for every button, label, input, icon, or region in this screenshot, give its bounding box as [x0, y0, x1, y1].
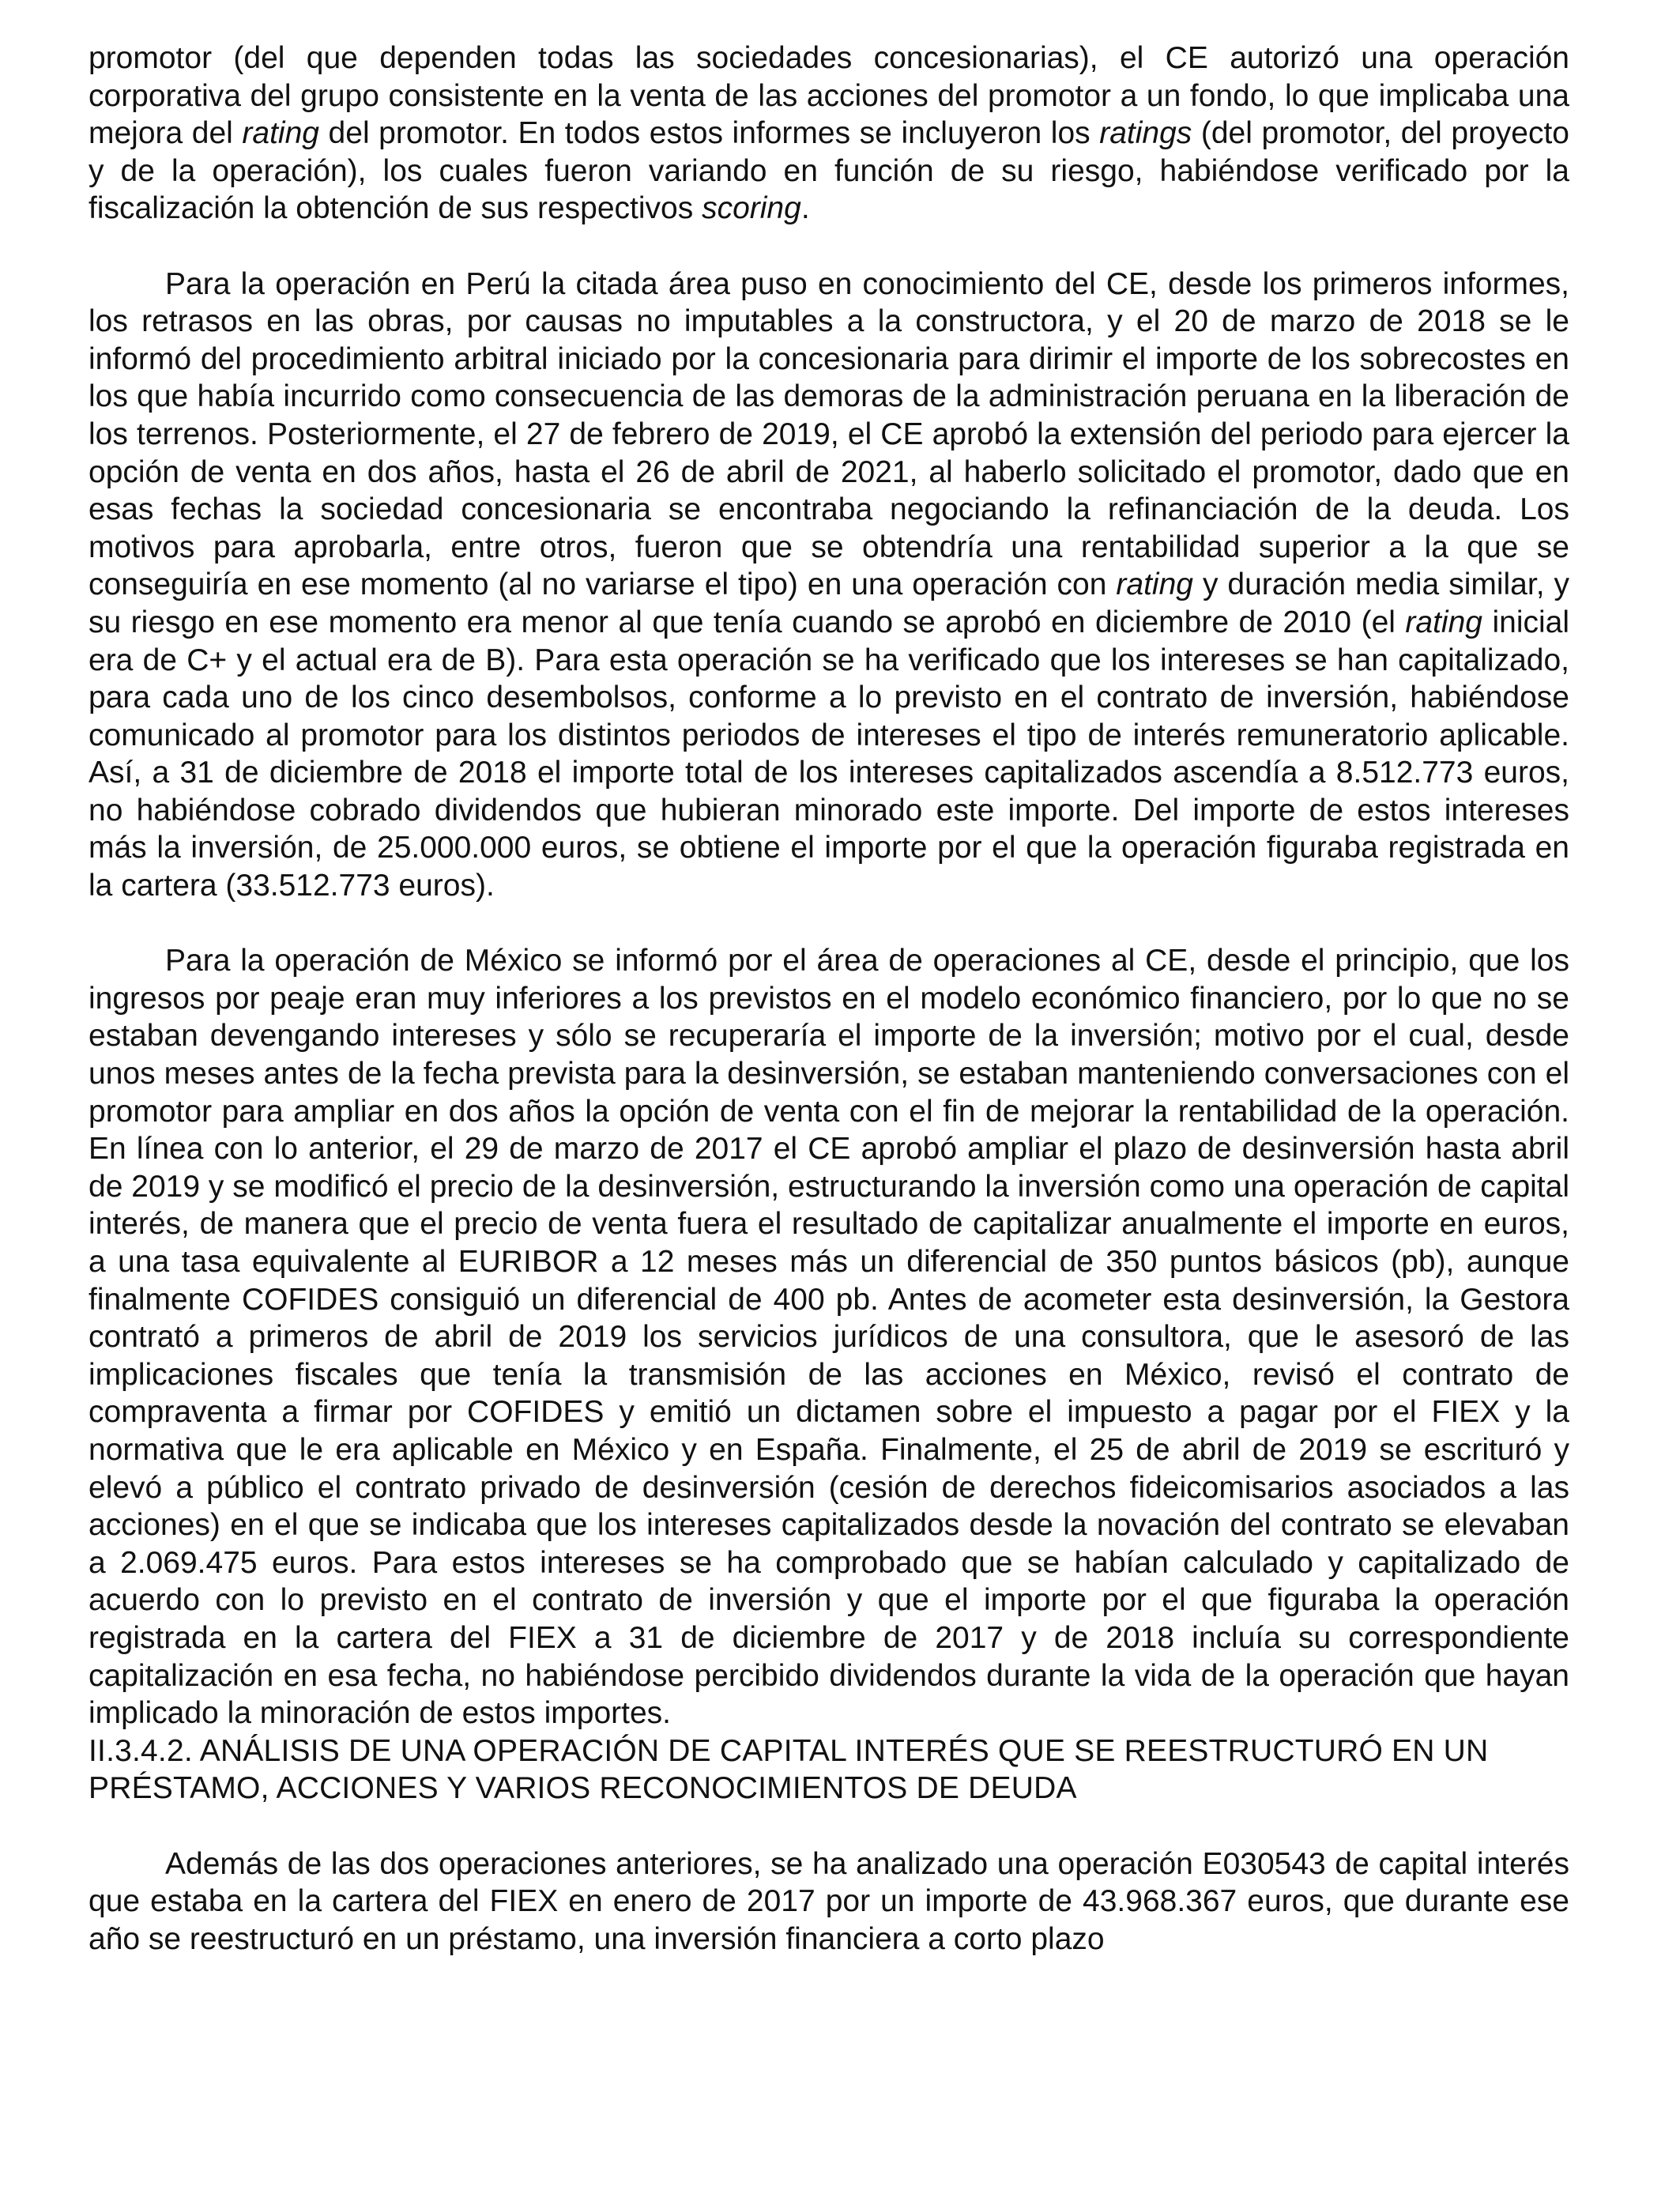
paragraph-operacion-e030543	[89, 1845, 1569, 1958]
text-run: .	[800, 191, 810, 226]
text-run: (del promotor, del proyecto y de la operación), los cuales fueron variando en función de su riesgo, habiéndose verificado por la fiscalización la obtención de sus respectivos	[89, 116, 1569, 226]
text-run: del promotor. En todos estos informes se incluyeron los	[318, 116, 1100, 151]
document-page	[89, 40, 1569, 1958]
text-run: Para la operación en Perú la citada área puso en conocimiento del CE, desde los primeros informes, los retrasos en las obras, por causas no imputables a la constructora, y el 20 de marzo de 2018 se le informó del procedimiento arbitral iniciado por la concesionaria para dirimir el importe de los sobrecostes en los que había incurrido como consecuencia de las demoras de la administración peruana en la liberación de los terrenos. Posteriormente, el 27 de febrero de 2019, el CE aprobó la extensión del periodo para ejercer la opción de venta en dos años, hasta el 26 de abril de 2021, al haberlo solicitado el promotor, dado que en esas fechas la sociedad concesionaria se encontraba negociando la refinanciación de la deuda. Los motivos para aprobarla, entre otros, fueron que se obtendría una rentabilidad superior a la que se conseguiría en ese momento (al no variarse el tipo) en una operación con	[89, 266, 1569, 602]
italic-term: scoring	[702, 191, 801, 226]
paragraph-operacion-peru	[89, 266, 1569, 905]
italic-term: rating	[1116, 567, 1193, 602]
section-heading: II.3.4.2. ANÁLISIS DE UNA OPERACIÓN DE CAPITAL INTERÉS QUE SE REESTRUCTURÓ EN UN PRÉSTAMO, ACCIONES Y VARIOS RECONOCIMIENTOS DE DEUDA	[89, 1733, 1489, 1806]
text-run: Para la operación de México se informó por el área de operaciones al CE, desde el principio, que los ingresos por peaje eran muy inferiores a los previstos en el modelo económico financiero, por lo que no se estaban devengando intereses y sólo se recuperaría el importe de la inversión; motivo por el cual, desde unos meses antes de la fecha prevista para la desinversión, se estaban manteniendo conversaciones con el promotor para ampliar en dos años la opción de venta con el fin de mejorar la rentabilidad de la operación. En línea con lo anterior, el 29 de marzo de 2017 el CE aprobó ampliar el plazo de desinversión hasta abril de 2019 y se modificó el precio de la desinversión, estructurando la inversión como una operación de capital interés, de manera que el precio de venta fuera el resultado de capitalizar anualmente el importe en euros, a una tasa equivalente al EURIBOR a 12 meses más un diferencial de 350 puntos básicos (pb), aunque finalmente COFIDES consiguió un diferencial de 400 pb. Antes de acometer esta desinversión, la Gestora contrató a primeros de abril de 2019 los servicios jurídicos de una consultora, que le asesoró de las implicaciones fiscales que tenía la transmisión de las acciones en México, revisó el contrato de compraventa a firmar por COFIDES y emitió un dictamen sobre el impuesto a pagar por el FIEX y la normativa que le era aplicable en México y en España. Finalmente, el 25 de abril de 2019 se escrituró y elevó a público el contrato privado de desinversión (cesión de derechos fideicomisarios asociados a las acciones) en el que se indicaba que los intereses capitalizados desde la novación del contrato se elevaban a 2.069.475 euros. Para estos intereses se ha comprobado que se habían calculado y capitalizado de acuerdo con lo previsto en el contrato de inversión y que el importe por el que figuraba la operación registrada en la cartera del FIEX a 31 de diciembre de 2017 y de 2018 incluía su correspondiente capitalización en esa fecha, no habiéndose percibido dividendos durante la vida de la operación que hayan implicado la minoración de estos importes.	[89, 944, 1569, 1731]
italic-term: ratings	[1099, 116, 1192, 151]
text-run: promotor (del que dependen todas las sociedades concesionarias), el CE autorizó una operación corporativa del grupo consistente en la venta de las acciones del promotor a un fondo, lo que implicaba una mejora del	[89, 41, 1569, 151]
italic-term: rating	[1405, 605, 1482, 639]
paragraph-promotor-ratings	[89, 40, 1569, 228]
text-run: Además de las dos operaciones anteriores, se ha analizado una operación E030543 de capital interés que estaba en la cartera del FIEX en enero de 2017 por un importe de 43.968.367 euros, que durante ese año se reestructuró en un préstamo, una inversión financiera a corto plazo	[89, 1846, 1569, 1956]
paragraph-operacion-mexico	[89, 942, 1569, 1732]
text-run: y duración media similar, y su riesgo en ese momento era menor al que tenía cuando se aprobó en diciembre de 2010 (el	[89, 567, 1570, 639]
italic-term: rating	[242, 116, 319, 151]
text-run: inicial era de C+ y el actual era de B). Para esta operación se ha verificado que los intereses se han capitalizado, para cada uno de los cinco desembolsos, conforme a lo previsto en el contrato de inversión, habiéndose comunicado al promotor para los distintos periodos de intereses el tipo de interés remuneratorio aplicable. Así, a 31 de diciembre de 2018 el importe total de los intereses capitalizados ascendía a 8.512.773 euros, no habiéndose cobrado dividendos que hubieran minorado este importe. Del importe de estos intereses más la inversión, de 25.000.000 euros, se obtiene el importe por el que la operación figuraba registrada en la cartera (33.512.773 euros).	[89, 605, 1570, 903]
